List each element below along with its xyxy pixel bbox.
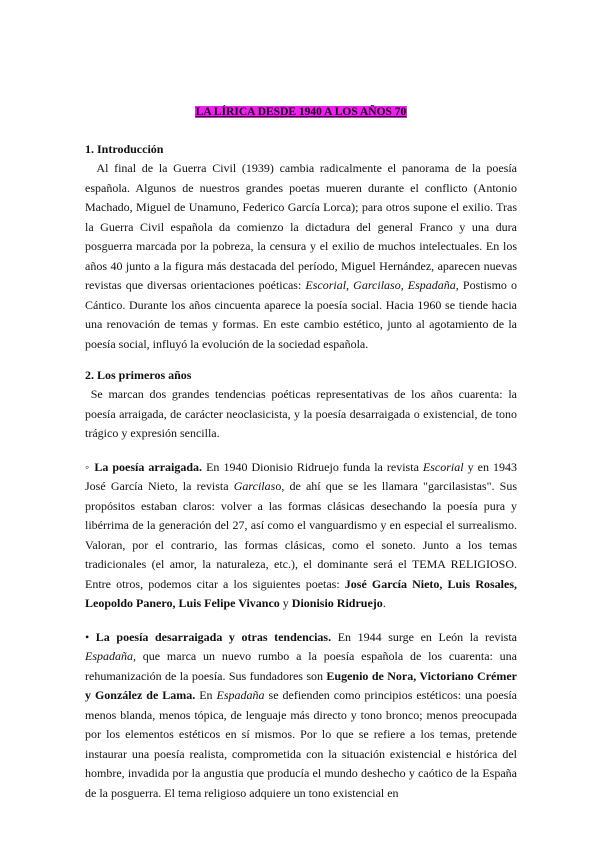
bullet-icon: • — [85, 629, 90, 644]
early-paragraph: Se marcan dos grandes tendencias poéticas representativas de los años cuarenta: la poesía arraigada, de carácter neoclasicista, y la poesía desarraigada o existencial, de tono trágico y expresión sencilla. — [85, 387, 517, 440]
document-page — [85, 100, 517, 803]
section-heading-primeros-anos: 2. Los primeros años — [85, 368, 192, 382]
document-title: LA LÍRICA DESDE 1940 A LOS AÑOS 70 — [195, 106, 407, 118]
section-heading-introduccion: 1. Introducción — [85, 142, 164, 156]
bullet-icon: ◦ — [85, 459, 91, 474]
arraigada-paragraph: ◦ La poesía arraigada. En 1940 Dionisio Ridruejo funda la revista Escorial y en 1943 José García Nieto, la revista Garcilaso, de ahí que se les llamara "garcilasistas". Sus propósitos estaban claros: volver a las formas clásicas desechando la poesía pura y libérrima de la generación del 27, así como el vanguardismo y en especial el surrealismo. Valoran, por el contrario, las formas clásicas, como el soneto. Junto a los temas tradicionales (el amor, la naturaleza, etc.), el dominante será el TEMA RELIGIOSO. Entre otros, podemos citar a los siguientes poetas: José García Nieto, Luis Rosales, Leopoldo Panero, Luis Felipe Vivanco y Dionisio Ridruejo. — [85, 459, 518, 610]
intro-paragraph: Al final de la Guerra Civil (1939) cambia radicalmente el panorama de la poesía española. Algunos de nuestros grandes poetas mueren durante el conflicto (Antonio Machado, Miguel de Unamuno, Federico García Lorca); para otros supone el exilio. Tras la Guerra Civil española da comienzo la dictadura del general Franco y una dura posguerra marcada por la pobreza, la censura y el exilio de muchos intelectuales. En los años 40 junto a la figura más destacada del período, Miguel Hernández, aparecen nuevas revistas que diversas orientaciones poéticas: Escorial, Garcilaso, Espadaña, Postismo o Cántico. Durante los años cincuenta aparece la poesía social. Hacia 1960 se tiende hacia una renovación de temas y formas. En este cambio estético, junto al agotamiento de la poesía social, influyó la evolución de la sociedad española. — [85, 161, 517, 351]
desarraigada-paragraph: • La poesía desarraigada y otras tendencias. En 1944 surge en León la revista Espadaña, que marca un nuevo rumbo a la poesía española de los cuarenta: una rehumanización de la poesía. Sus fundadores son Eugenio de Nora, Victoriano Crémer y González de Lama. En Espadaña se defienden como principios estéticos: una poesía menos blanda, menos tópica, de lenguaje más directo y tono bronco; menos preocupada por los elementos estéticos en sí mismos. Por lo que se refiere a los temas, pretende instaurar una poesía realista, comprometida con la situación existencial e histórica del hombre, invadida por la angustia que producía el mundo deshecho y caótico de la España de la posguerra. El tema religioso adquiere un tono existencial en — [85, 629, 517, 800]
